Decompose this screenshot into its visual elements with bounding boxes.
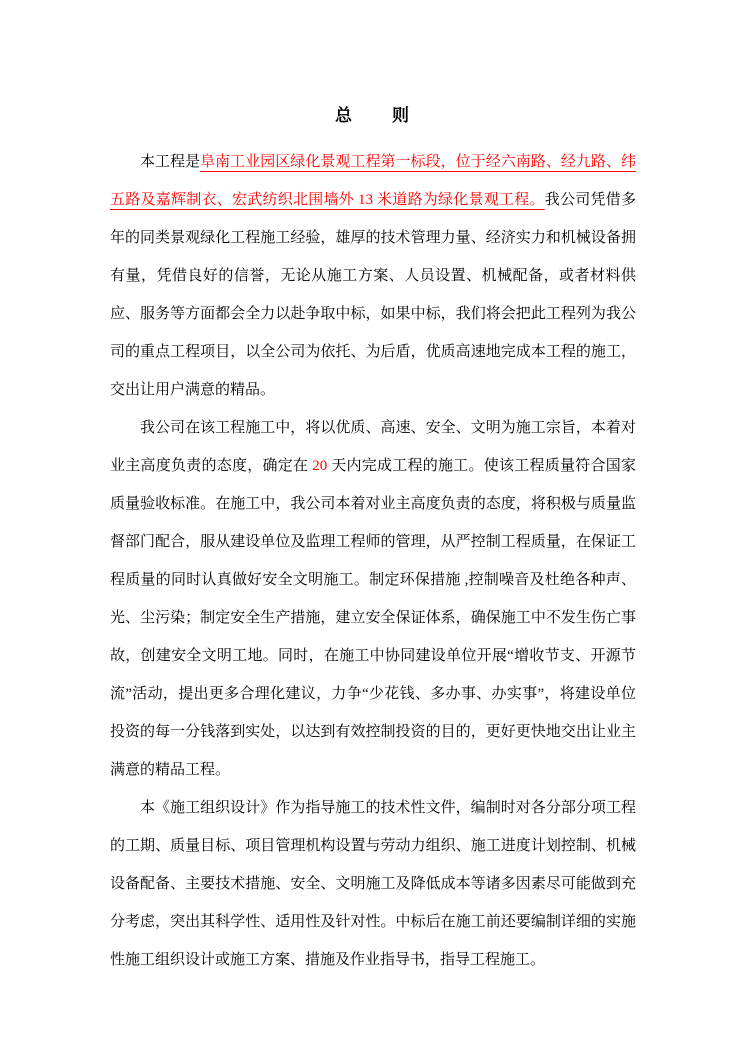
body-text-run: 本工程是: [140, 154, 201, 170]
paragraph: [110, 143, 636, 409]
page-title: 总 则: [335, 106, 411, 125]
body-text-run: 本《施工组织设计》作为指导施工的技术性文件，编制时对各分部分项工程的工期、质量目标、项目管理机构设置与劳动力组织、施工进度计划控制、机械设备配备、主要技术措施、安全、文明施工及降低成本等诸多因素尽可能做到充分考虑，突出其科学性、适用性及针对性。中标后在施工前还要编制详细的实施性施工组织设计或施工方案、措施及作业指导书，指导工程施工。: [110, 800, 636, 968]
document-body: [110, 143, 636, 979]
paragraph: [110, 789, 636, 979]
paragraph: [110, 409, 636, 789]
body-text-run: 天内完成工程的施工。使该工程质量符合国家质量验收标准。在施工中，我公司本着对业主高度负责的态度，将积极与质量监督部门配合，服从建设单位及监理工程师的管理，从严控制工程质量，在保证工程质量的同时认真做好安全文明施工。制定环保措施 ,控制噪音及杜绝各种声、光、尘污染；制定安全生产措施，建立安全保证体系，确保施工中不发生伤亡事故，创建安全文明工地。同时，在施工中协同建设单位开展“增收节支、开源节流”活动，提出更多合理化建议，力争“少花钱、多办事、办实事”，将建设单位投资的每一分钱落到实处，以达到有效控制投资的目的，更好更快地交出让业主满意的精品工程。: [110, 458, 636, 778]
body-text-run: 我公司凭借多年的同类景观绿化工程施工经验，雄厚的技术管理力量、经济实力和机械设备拥有量，凭借良好的信誉，无论从施工方案、人员设置、机械配备，或者材料供应、服务等方面都会全力以赴争取中标，如果中标，我们将会把此工程列为我公司的重点工程项目，以全公司为依托、为后盾，优质高速地完成本工程的施工，交出让用户满意的精品。: [110, 192, 636, 398]
highlighted-underlined-text-run: 阜南工业园区绿化景观工程第一标段，位于经六南路、经九路、纬五路及嘉辉制衣、宏武纺织北围墙外 13 米道路为绿化景观工程。: [110, 154, 636, 208]
body-text-run: 我公司在该工程施工中，将以优质、高速、安全、文明为施工宗旨，本着对业主高度负责的态度，确定在: [110, 420, 636, 474]
highlighted-text-run: 20: [312, 458, 328, 474]
